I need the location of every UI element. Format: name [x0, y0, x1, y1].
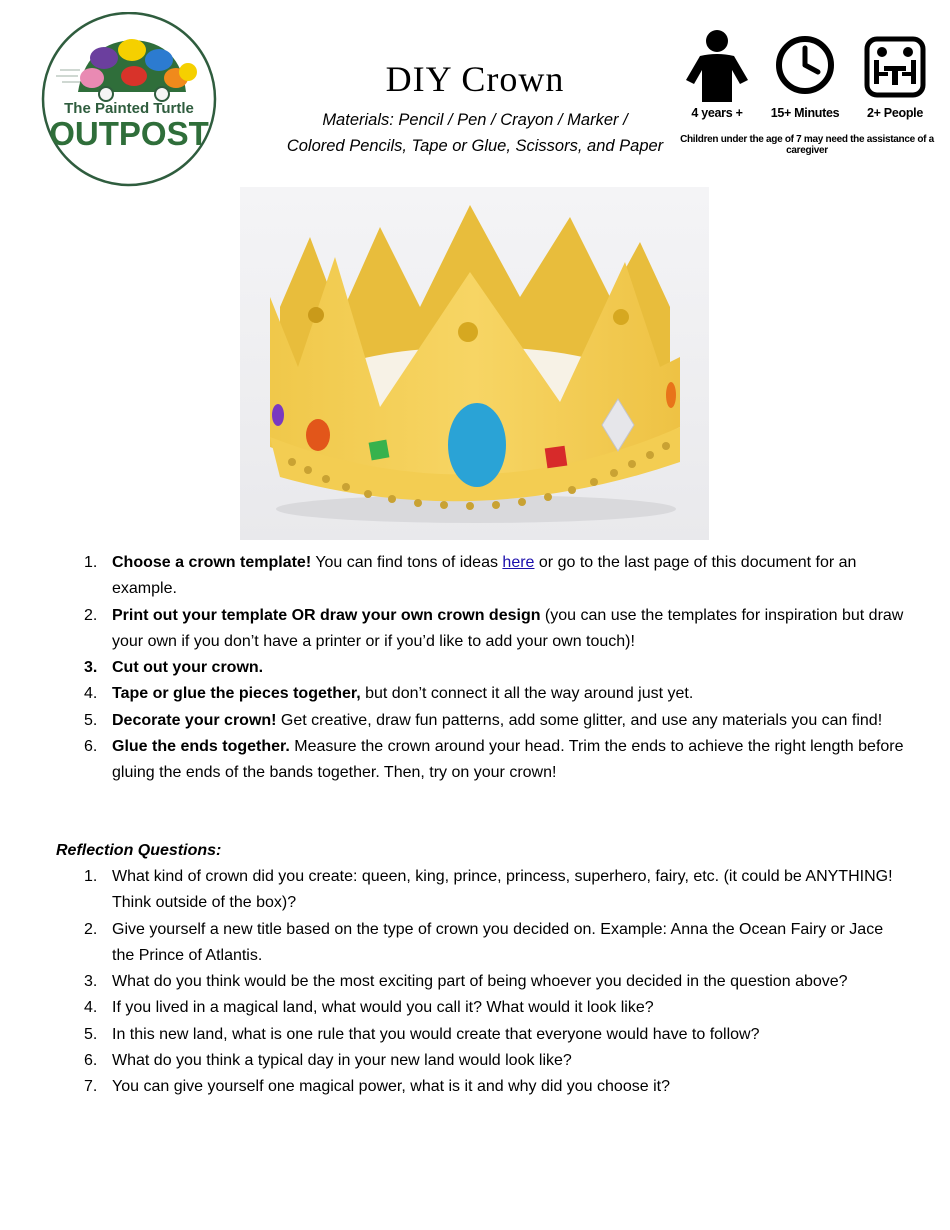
people-label: 2+ People — [866, 106, 923, 120]
step-item — [56, 655, 906, 681]
step-number: 5. — [84, 711, 98, 729]
question-item — [56, 917, 906, 970]
step-number: 2. — [84, 606, 98, 624]
question-text: In this new land, what is one rule that you would create that everyone would have to follow? — [112, 1025, 760, 1043]
age-label: 4 years + — [691, 106, 743, 120]
question-item — [56, 1074, 906, 1100]
step-number: 4. — [84, 685, 98, 703]
caregiver-note — [672, 134, 942, 156]
step-item — [56, 550, 906, 603]
step-bold: Decorate your crown! — [112, 711, 277, 729]
question-text: What kind of crown did you create: queen, king, prince, princess, superhero, fairy, etc. (it could be ANYTHING! Think outside of the box)? — [112, 868, 893, 912]
step-bold: Choose a crown template! — [112, 554, 312, 571]
instruction-steps — [56, 550, 906, 787]
logo-text-line1: The Painted Turtle — [64, 100, 194, 117]
age-info — [672, 28, 762, 120]
question-number: 6. — [84, 1052, 98, 1070]
question-item — [56, 1048, 906, 1074]
logo-text-line2: OUTPOST — [49, 115, 209, 152]
question-text: What do you think a typical day in your new land would look like? — [112, 1052, 572, 1070]
activity-info — [672, 28, 942, 168]
reflection-heading: Reflection Questions: — [56, 842, 222, 859]
step-item — [56, 681, 906, 707]
step-text: (you can use the templates for inspiration but draw your own if you don’t have a printer or if you’d like to add your own touch)! — [112, 606, 904, 650]
question-item — [56, 995, 906, 1021]
question-number: 1. — [84, 868, 98, 885]
materials-text — [240, 107, 710, 159]
question-text: If you lived in a magical land, what would you call it? What would it look like? — [112, 999, 654, 1017]
step-item — [56, 708, 906, 734]
time-info — [760, 28, 850, 120]
question-number: 2. — [84, 920, 98, 938]
people-info — [850, 28, 940, 120]
crown-photo — [240, 187, 709, 540]
question-item — [56, 864, 906, 917]
step-bold: Cut out your crown. — [112, 659, 264, 677]
step-bold: Print out your template OR draw your own crown design — [112, 606, 541, 624]
painted-turtle-logo — [38, 12, 220, 187]
question-number: 4. — [84, 999, 98, 1017]
step-number: 1. — [84, 554, 98, 571]
materials-line-2: Colored Pencils, Tape or Glue, Scissors, and Paper — [286, 137, 664, 155]
question-text: Give yourself a new title based on the type of crown you decided on. Example: Anna the Ocean Fairy or Jace the Prince of Atlantis. — [112, 920, 884, 964]
question-number: 7. — [84, 1078, 98, 1096]
step-bold: Tape or glue the pieces together, — [112, 685, 361, 703]
template-ideas-link[interactable]: here — [502, 554, 535, 571]
page-title: DIY Crown — [385, 59, 565, 99]
materials-line-1: Materials: Pencil / Pen / Crayon / Marker / — [322, 111, 628, 129]
reflection-questions — [56, 864, 906, 1101]
question-number: 5. — [84, 1025, 98, 1043]
step-text: but don’t connect it all the way around just yet. — [360, 685, 694, 703]
caregiver-note-line-2: caregiver — [786, 145, 828, 156]
step-text: Get creative, draw fun patterns, add some glitter, and use any materials you can find! — [276, 711, 883, 729]
person-icon — [682, 28, 752, 102]
step-bold: Glue the ends together. — [112, 738, 290, 756]
question-item — [56, 969, 906, 995]
question-item — [56, 1022, 906, 1048]
question-number: 3. — [84, 973, 98, 991]
question-text: What do you think would be the most exciting part of being whoever you decided in the question above? — [112, 973, 848, 991]
people-at-table-icon — [860, 28, 930, 102]
step-number: 3. — [84, 659, 98, 677]
step-text: or go to the last page of this document for an example. — [112, 554, 857, 598]
clock-icon — [770, 28, 840, 102]
step-item — [56, 734, 906, 787]
step-text: You can find tons of ideas — [311, 554, 503, 571]
caregiver-note-line-1: Children under the age of 7 may need the assistance of a — [680, 134, 934, 145]
question-text: You can give yourself one magical power, what is it and why did you choose it? — [112, 1078, 670, 1096]
time-label: 15+ Minutes — [770, 106, 840, 120]
step-number: 6. — [84, 738, 98, 756]
step-text: Measure the crown around your head. Trim the ends to achieve the right length before gluing the ends of the bands together. Then, try on your crown! — [112, 738, 904, 782]
step-item — [56, 603, 906, 656]
